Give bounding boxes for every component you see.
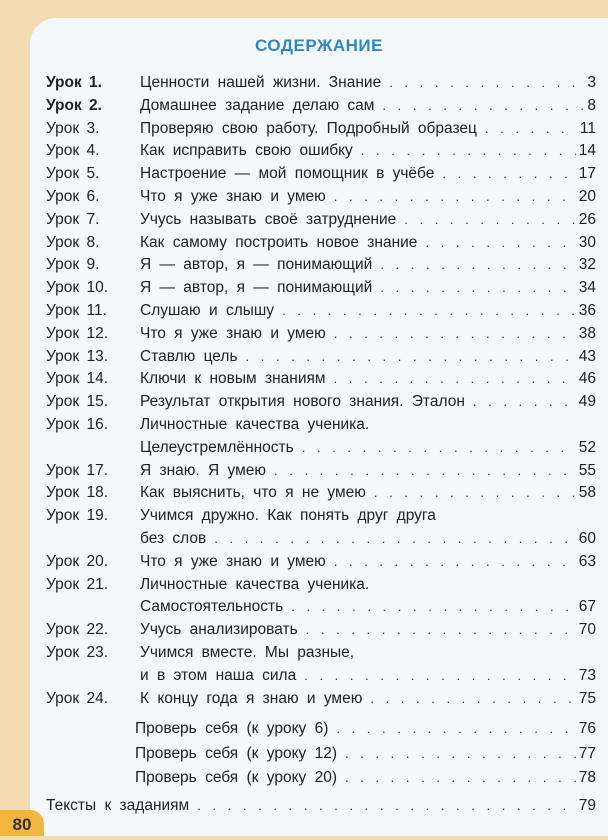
entry-title: Я — автор, я — понимающий	[140, 256, 373, 274]
lesson-label: Урок 18.	[46, 484, 109, 502]
texts-entry	[46, 796, 596, 816]
entry-page: 17	[578, 165, 596, 183]
entry-page: 75	[578, 689, 596, 707]
self-check-entry	[135, 744, 596, 764]
entry-title: Учусь называть своё затруднение	[140, 210, 397, 228]
entry-page: 46	[578, 370, 596, 388]
entry-title: Проверь себя (к уроку 12)	[135, 744, 337, 762]
lesson-label: Урок 8.	[46, 233, 100, 251]
entry-title-line1: Личностные качества ученика.	[140, 416, 370, 433]
lesson-label: Урок 15.	[46, 393, 109, 411]
entry-title: Ключи к новым знаниям	[140, 370, 326, 388]
entry-page: 60	[578, 530, 596, 547]
lesson-label: Урок 23.	[46, 644, 109, 661]
toc-entry	[140, 301, 596, 321]
entry-page: 32	[578, 256, 596, 274]
dot-leader	[302, 438, 576, 458]
dot-leader	[345, 744, 576, 764]
dot-leader	[306, 620, 576, 640]
entry-page: 43	[578, 347, 596, 365]
toc-entry	[140, 324, 596, 344]
dot-leader	[380, 278, 575, 298]
entry-page: 11	[579, 119, 596, 137]
dot-leader	[361, 141, 576, 161]
entry-title: Я знаю. Я умею	[140, 461, 267, 479]
dot-leader	[336, 719, 575, 739]
dot-leader	[334, 552, 576, 572]
dot-leader	[304, 666, 576, 686]
entry-title: без слов	[140, 530, 207, 547]
dot-leader	[374, 483, 576, 503]
entry-page: 67	[578, 598, 596, 616]
entry-title: Ставлю цель	[140, 347, 238, 365]
dot-leader	[214, 529, 576, 549]
dot-leader	[334, 187, 576, 207]
entry-title: Слушаю и слышу	[140, 302, 275, 319]
toc-entry	[140, 164, 596, 184]
toc-entry	[140, 141, 596, 161]
toc-entry	[140, 689, 596, 709]
lesson-label: Урок 22.	[46, 621, 109, 639]
dot-leader	[382, 96, 584, 116]
toc-entry	[140, 529, 596, 549]
entry-title: Я — автор, я — понимающий	[140, 279, 373, 297]
entry-title: Проверь себя (к уроку 20)	[135, 769, 337, 786]
dot-leader	[404, 210, 575, 230]
dot-leader	[246, 347, 576, 367]
entry-page: 77	[578, 744, 596, 762]
entry-page: 8	[587, 96, 596, 114]
entry-page: 34	[578, 279, 596, 297]
entry-title: Целеустремлённость	[140, 438, 294, 456]
dot-leader	[345, 768, 576, 788]
entry-title-line1: Личностные качества ученика.	[140, 575, 370, 593]
dot-leader	[425, 233, 575, 253]
entry-page: 49	[578, 393, 596, 411]
dot-leader	[380, 255, 575, 275]
lesson-label: Урок 14.	[46, 370, 109, 388]
toc-entry	[140, 392, 596, 412]
entry-title: Проверь себя (к уроку 6)	[135, 720, 329, 738]
dot-leader	[473, 392, 576, 412]
entry-page: 20	[578, 188, 596, 205]
entry-title: и в этом наша сила	[140, 666, 297, 684]
toc-entry	[140, 552, 596, 572]
toc-entry	[140, 483, 596, 503]
toc-entry	[140, 255, 596, 275]
self-check-entry	[135, 768, 596, 788]
toc-entry	[140, 278, 596, 298]
entry-title: Учусь анализировать	[140, 621, 298, 639]
lesson-label: Урок 19.	[46, 507, 109, 525]
entry-title: К концу года я знаю и умею	[140, 689, 363, 707]
entry-page: 38	[578, 324, 596, 342]
toc-entry	[140, 461, 596, 481]
lesson-label: Урок 6.	[46, 188, 100, 205]
entry-title: Как самому построить новое знание	[140, 233, 418, 251]
entry-title: Тексты к заданиям	[46, 797, 190, 815]
lesson-label: Урок 12.	[46, 324, 109, 342]
entry-title: Что я уже знаю и умею	[140, 552, 326, 570]
entry-page: 79	[578, 797, 596, 815]
entry-title: Результат открытия нового знания. Эталон	[140, 393, 465, 411]
entry-title: Что я уже знаю и умею	[140, 188, 326, 205]
toc-entry	[140, 347, 596, 367]
dot-leader	[334, 369, 576, 389]
page-number: 80	[0, 810, 44, 836]
toc-entry	[140, 233, 596, 253]
toc-entry	[140, 96, 596, 116]
self-check-entry	[135, 719, 596, 739]
lesson-label: Урок 5.	[46, 165, 100, 183]
toc-entry	[140, 187, 596, 207]
entry-page: 63	[578, 552, 596, 570]
entry-page: 14	[578, 142, 596, 160]
dot-leader	[291, 597, 576, 617]
dot-leader	[282, 301, 576, 321]
toc-entry	[140, 620, 596, 640]
entry-page: 73	[578, 666, 596, 684]
dot-leader	[485, 119, 577, 139]
entry-title: Что я уже знаю и умею	[140, 324, 326, 342]
entry-page: 55	[578, 461, 596, 479]
lesson-label: Урок 21.	[46, 575, 109, 593]
lesson-label: Урок 1.	[46, 74, 102, 91]
lesson-label: Урок 24.	[46, 689, 109, 707]
lesson-label: Урок 7.	[46, 210, 100, 228]
entry-page: 3	[587, 74, 596, 91]
entry-title: Настроение — мой помощник в учёбе	[140, 165, 435, 183]
dot-leader	[370, 689, 575, 709]
entry-title: Домашнее задание делаю сам	[140, 96, 375, 114]
lesson-label: Урок 4.	[46, 142, 100, 160]
lesson-label: Урок 9.	[46, 256, 100, 274]
toc-entry	[140, 597, 596, 617]
toc-entry	[140, 210, 596, 230]
dot-leader	[274, 461, 576, 481]
lesson-label: Урок 11.	[46, 302, 107, 319]
toc-entry	[140, 369, 596, 389]
lesson-label: Урок 10.	[46, 279, 109, 297]
toc-entry	[140, 119, 596, 139]
dot-leader	[442, 164, 575, 184]
toc-entry	[140, 666, 596, 686]
entry-title: Проверяю свою работу. Подробный образец	[140, 119, 477, 137]
dot-leader	[197, 796, 576, 816]
lesson-label: Урок 17.	[46, 461, 109, 479]
entry-title-line1: Учимся вместе. Мы разные,	[140, 644, 355, 661]
entry-page: 30	[578, 233, 596, 251]
toc-entry	[140, 438, 596, 458]
entry-title-line1: Учимся дружно. Как понять друг друга	[140, 507, 436, 525]
lesson-label: Урок 13.	[46, 347, 109, 365]
entry-page: 36	[578, 302, 596, 319]
page-title: СОДЕРЖАНИЕ	[255, 36, 383, 55]
entry-page: 76	[578, 720, 596, 738]
lesson-label: Урок 20.	[46, 552, 109, 570]
entry-page: 58	[578, 484, 596, 502]
toc-entry	[140, 73, 596, 93]
entry-title: Ценности нашей жизни. Знание	[140, 74, 382, 91]
entry-title: Как выяснить, что я не умею	[140, 484, 366, 502]
lesson-label: Урок 3.	[46, 119, 100, 137]
dot-leader	[334, 324, 576, 344]
entry-page: 52	[578, 438, 596, 456]
entry-page: 70	[578, 621, 596, 639]
entry-page: 78	[578, 769, 596, 786]
entry-page: 26	[578, 210, 596, 228]
lesson-label: Урок 2.	[46, 96, 102, 114]
dot-leader	[389, 73, 584, 93]
lesson-label: Урок 16.	[46, 416, 109, 433]
entry-title: Самостоятельность	[140, 598, 284, 616]
entry-title: Как исправить свою ошибку	[140, 142, 353, 160]
